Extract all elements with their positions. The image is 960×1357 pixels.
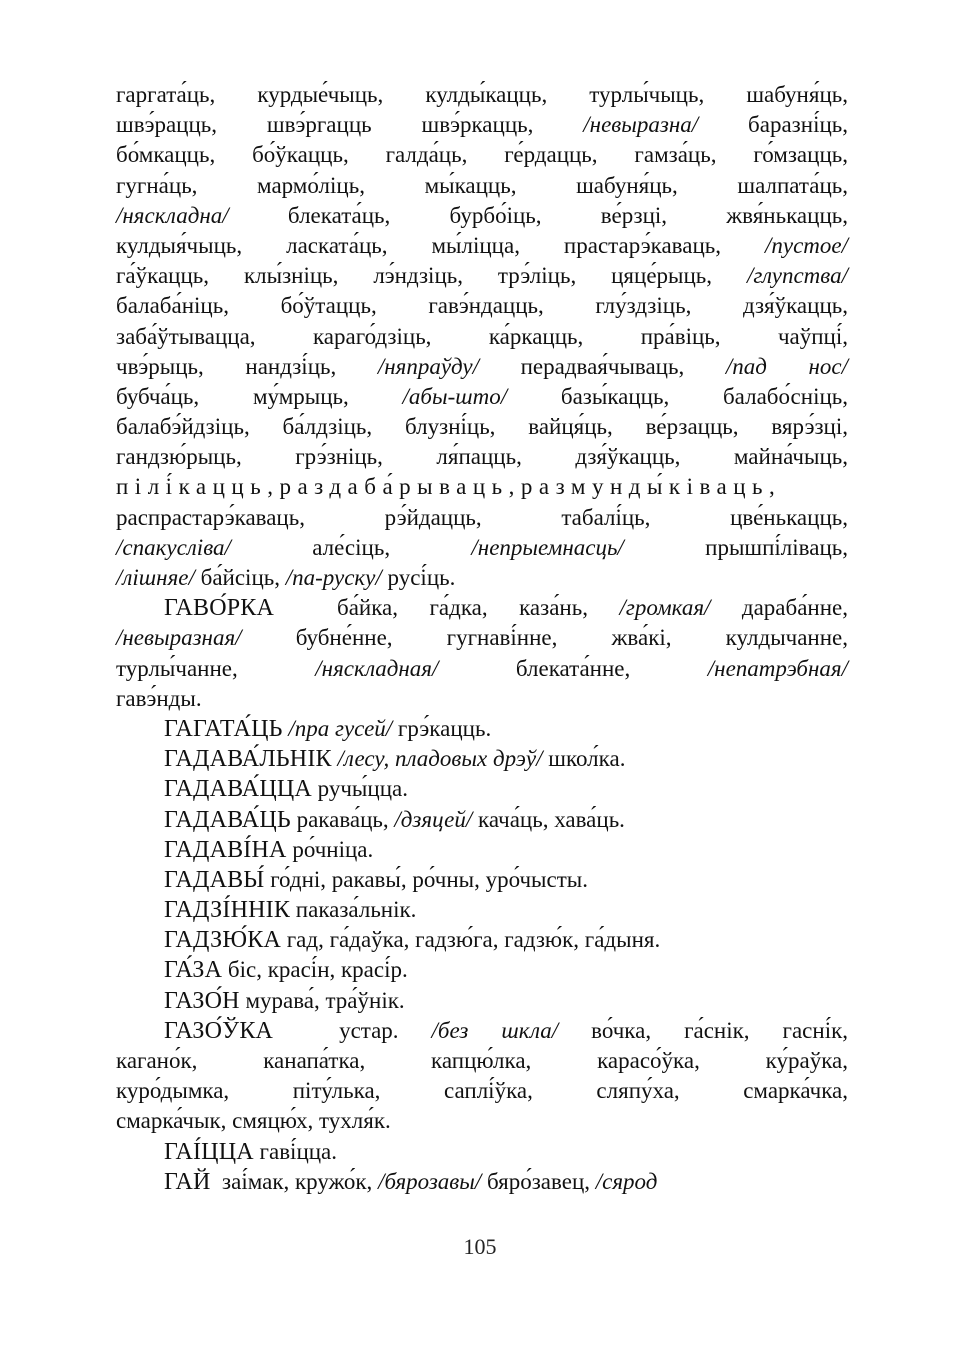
headword: ГА́ЗА <box>164 957 223 984</box>
text-line: пілі́кацць,раздаба́рываць,размунды́ківаць, <box>116 474 782 500</box>
headword: ГАДЗЮ́КА <box>164 927 281 954</box>
usage-note: /спакуслiва/ <box>116 534 231 560</box>
entry-gadavatstsa: ГАДАВА́ЦЦА ручы́цца. <box>164 776 408 803</box>
usage-note: /без шкла/ <box>431 1017 559 1043</box>
text-line: куро́дымка, піту́лька, саплі́ўка, сляпу́ха, смарка́чка, <box>116 1078 848 1104</box>
headword: ГАДЗІ́ННІК <box>164 897 291 924</box>
text-line: швэ́рацць, швэ́ргацць швэ́ркацць, /невыразна/ баразні́ць, <box>116 112 849 138</box>
usage-note: /няпраўду/ <box>377 353 479 379</box>
text-line: распрастарэ́каваць, рэ́йдацць, табалі́ць, цве́нькацць, <box>116 504 848 530</box>
text-line: турлы́чанне, /нясклaдная/ блеката́нне, /непатрэбная/ <box>116 655 848 681</box>
entry-gagatats: ГАГАТА́ЦЬ /пра гусей/ грэ́кацць. <box>164 715 492 742</box>
text-line: заба́ўтывацца, караго́дзіць, ка́ркацць, пра́віць, чаўпці́, <box>116 323 848 349</box>
entry-gadavalnik: ГАДАВА́ЛЬНІК /лесу, пладовых дрэў/ школ́ка. <box>164 746 626 773</box>
headword: ГАДАВІ́НА <box>164 836 287 863</box>
usage-note: /пра гусей/ <box>288 715 393 741</box>
headword: ГАІ́ЦЦА <box>164 1138 254 1165</box>
usage-note: /невыразна/ <box>583 112 699 138</box>
usage-note: /громкая/ <box>619 595 711 621</box>
usage-note: /пустое/ <box>764 232 848 258</box>
text-line: /спакуслiва/ але́сіць, /непрыемнасць/ прышпі́ліваць, <box>116 534 848 560</box>
usage-note: /сярод <box>595 1168 658 1194</box>
text-line: балаба́ніць, бо́ўтацць, гавэ́ндацць, глу́здзіць, дзя́ўкацць, <box>116 293 848 319</box>
usage-note: /лішняе/ <box>116 565 195 590</box>
usage-note: /невыразная/ <box>116 625 242 651</box>
text-line: ГАВО́РКА ба́йка, га́дка, каза́нь, /громкая/ дараба́нне, <box>164 595 848 622</box>
text-line: чвэ́рыць, нандзі́ць, /няпраўду/ перадвая́чываць, /пад нос/ <box>116 353 848 379</box>
headword: ГАДАВА́ЦЬ <box>164 806 291 833</box>
entry-gadzinnik: ГАДЗІ́ННІК паказа́льнік. <box>164 897 417 924</box>
usage-note: /па-руску/ <box>285 565 382 590</box>
text-line: смарка́чык, смяцю́х, тухля́к. <box>116 1108 391 1134</box>
text-line: гаргата́ць, курдые́чыць, кулды́кацць, турлы́чыць, шабуня́ць, <box>116 82 848 107</box>
entry-gadavy: ГАДАВЫ́ го́дні, ракавы́, ро́чны, уро́чысты. <box>164 866 588 893</box>
headword: ГАЗО́ЎКА <box>164 1017 274 1044</box>
usage-note: /няскладна/ <box>116 202 229 228</box>
text-line: бо́мкацць, бо́ўкацць, галда́ць, ге́рдацць, гамза́ць, го́мзацць, <box>116 142 848 168</box>
usage-note: /бярозавы/ <box>378 1168 482 1194</box>
dictionary-page <box>116 80 848 1197</box>
entry-gadziuka: ГАДЗЮ́КА гад, га́даўка, гадзю́га, гадзю́к, га́дыня. <box>164 927 661 954</box>
usage-note: /лесу, пладовых дрэў/ <box>337 746 543 772</box>
text-line: балабэ́йдзіць, ба́лдзіць, блузні́ць, вайця́ць, ве́рзацць, вярэ́зці, <box>116 414 848 440</box>
entry-gadavats: ГАДАВА́ЦЬ ракава́ць, /дзяцей/ кача́ць, хава́ць. <box>164 806 625 833</box>
usage-note: /глупства/ <box>746 263 848 289</box>
usage-note: /дзяцей/ <box>394 806 473 832</box>
text-line: кулдыя́чыць, ласката́ць, мы́ліцца, прастарэ́каваць, /пустое/ <box>116 232 848 258</box>
entry-gazon: ГАЗО́Н мурава́, тра́ўнік. <box>164 987 405 1014</box>
continuation-block <box>116 80 848 593</box>
headword: ГАДАВЫ́ <box>164 866 265 893</box>
entry-gaitstsa: ГАІ́ЦЦА гаві́цца. <box>164 1138 338 1165</box>
text-line: гугна́ць, мармо́ліць, мы́кацць, шабуня́ць, шалпата́ць, <box>116 172 848 198</box>
usage-note: /абы-што/ <box>402 383 508 409</box>
entry-gavorka <box>116 593 848 714</box>
headword: ГАЗО́Н <box>164 987 240 1014</box>
text-line: /невыразная/ бубне́нне, гугнаві́нне, жва́кі, кулдычанне, <box>116 625 848 651</box>
usage-note: /пад нос/ <box>725 353 848 379</box>
entry-gazouka <box>116 1016 848 1137</box>
headword: ГАГАТА́ЦЬ <box>164 715 283 742</box>
headword: ГАДАВА́ЛЬНІК <box>164 746 332 773</box>
headword: ГАЙ <box>164 1168 211 1195</box>
page-number: 105 <box>463 1234 497 1259</box>
headword: ГАДАВА́ЦЦА <box>164 776 312 803</box>
text-line: /няскладна/ блеката́ць, бурбо́іць, ве́рзці, жвя́нькацць, <box>116 202 848 228</box>
usage-note: /непатрэбная/ <box>707 655 848 681</box>
entry-gai: ГАЙ заі́мак, кружо́к, /бярозавы/ бяро́завец, /сярод <box>164 1168 658 1195</box>
text-line: гавэ́нды. <box>116 685 202 711</box>
text-line: ГАЗО́ЎКА устар. /без шкла/ во́чка, га́снік, гасні́к, <box>164 1017 849 1044</box>
headword: ГАВО́РКА <box>164 595 275 622</box>
text-line: бубча́ць, му́мрыць, /абы-што/ базы́кацць, балабо́сніць, <box>116 383 849 409</box>
text-line: /лішняе/ ба́йсіць, /па-руску/ русі́ць. <box>116 565 456 590</box>
usage-note: /непрыемнасць/ <box>471 534 624 560</box>
entry-gaza: ГА́ЗА біс, красі́н, красі́р. <box>164 957 408 984</box>
entry-gadavina: ГАДАВІ́НА ро́чніца. <box>164 836 374 863</box>
text-line: гандзю́рыць, грэ́зніць, ля́пацць, дзя́ўкацць, майна́чыць, <box>116 444 848 470</box>
text-line: кагано́к, канапа́тка, капцю́лка, карасо́ўка, ку́раўка, <box>116 1048 848 1073</box>
usage-note: /нясклaдная/ <box>315 655 439 681</box>
text-line: га́ўкацць, клы́зніць, лэ́ндзіць, трэ́ліць, цяце́рыць, /глупства/ <box>116 263 848 289</box>
